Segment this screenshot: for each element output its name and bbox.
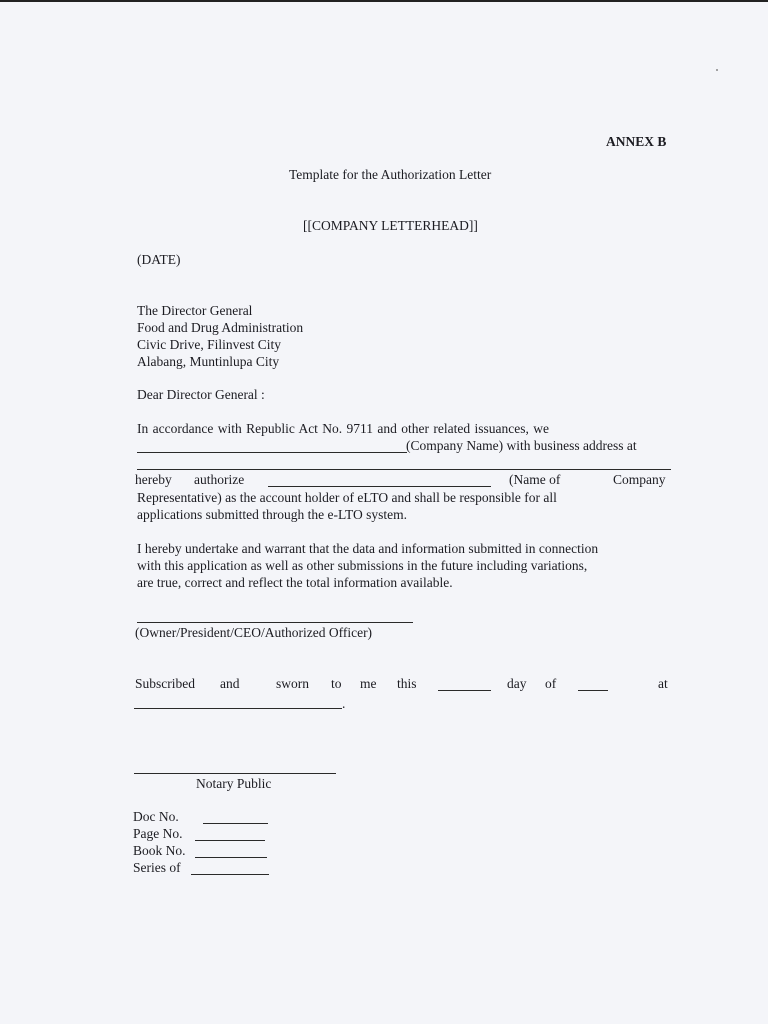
month-blank: [578, 690, 608, 691]
doc-no-label: Doc No.: [133, 809, 179, 824]
notary-public-label: Notary Public: [196, 776, 272, 791]
address-line-3: Civic Drive, Filinvest City: [137, 337, 281, 352]
scan-speck: [716, 69, 718, 71]
signature-line: [137, 622, 413, 623]
company-name-blank: [137, 452, 407, 453]
address-line-4: Alabang, Muntinlupa City: [137, 354, 280, 369]
doc-no-blank: [203, 823, 268, 824]
letterhead-placeholder: [[COMPANY LETTERHEAD]]: [303, 218, 478, 233]
representative-name-blank: [268, 486, 491, 487]
me-word: me: [360, 676, 377, 691]
book-no-blank: [195, 857, 267, 858]
day-word: day: [507, 676, 527, 691]
address-line-2: Food and Drug Administration: [137, 320, 304, 335]
day-blank: [438, 690, 491, 691]
para2-line3: are true, correct and reflect the total information available.: [137, 575, 453, 590]
template-title: Template for the Authorization Letter: [289, 167, 492, 182]
business-address-blank: [137, 469, 671, 470]
signatory-title: (Owner/President/CEO/Authorized Officer): [135, 625, 373, 640]
book-no-label: Book No.: [133, 843, 186, 858]
top-edge-line: [0, 0, 768, 2]
company-word: Company: [613, 472, 666, 487]
page-no-label: Page No.: [133, 826, 183, 841]
para2-line1: I hereby undertake and warrant that the data and information submitted in connection: [137, 541, 599, 556]
sworn-word: sworn: [276, 676, 309, 691]
annex-label: ANNEX B: [606, 134, 667, 149]
address-line-1: The Director General: [137, 303, 253, 318]
para2-line2: with this application as well as other submissions in the future including variations,: [137, 558, 588, 573]
hereby-word: hereby: [135, 472, 172, 487]
place-blank: [134, 708, 342, 709]
series-of-label: Series of: [133, 860, 181, 875]
sworn-period: .: [342, 696, 346, 711]
name-of-text: (Name of: [509, 472, 561, 487]
para1-line1: In accordance with Republic Act No. 9711 and other related issuances, we: [137, 421, 549, 436]
company-name-label: (Company Name) with business address at: [406, 438, 637, 453]
of-word: of: [545, 676, 557, 691]
at-word: at: [658, 676, 668, 691]
subscribed-word: Subscribed: [135, 676, 195, 691]
salutation: Dear Director General :: [137, 387, 265, 402]
this-word: this: [397, 676, 417, 691]
series-of-blank: [191, 874, 269, 875]
para1-line4: Representative) as the account holder of eLTO and shall be responsible for all: [137, 490, 557, 505]
date-placeholder: (DATE): [137, 252, 181, 267]
page-no-blank: [195, 840, 265, 841]
and-word: and: [220, 676, 240, 691]
notary-signature-line: [134, 773, 336, 774]
authorize-word: authorize: [194, 472, 245, 487]
para1-line5: applications submitted through the e-LTO system.: [137, 507, 407, 522]
to-word: to: [331, 676, 342, 691]
